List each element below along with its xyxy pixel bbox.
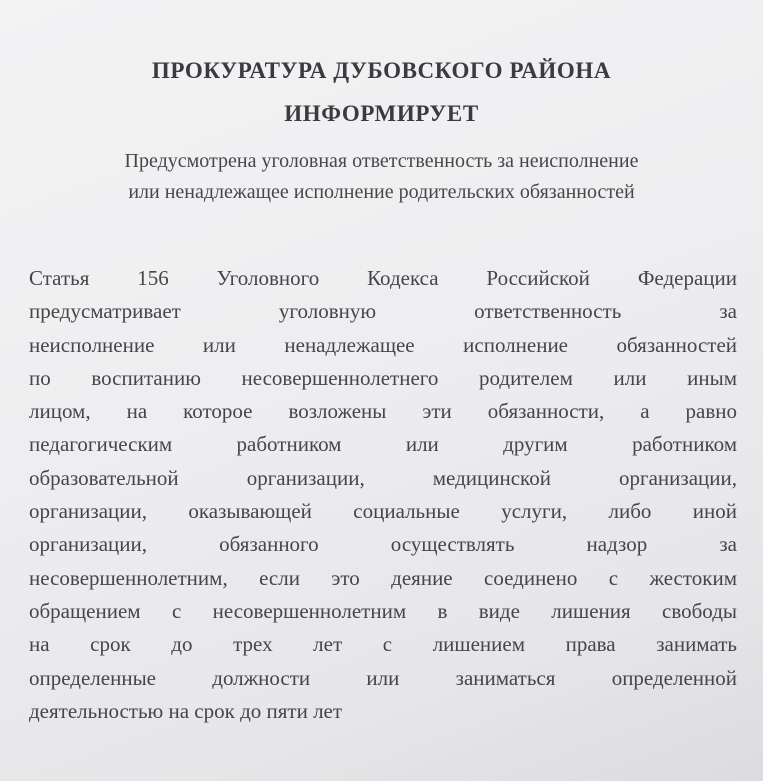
- paragraph-line: обращением с несовершеннолетним в виде лишения свободы: [29, 598, 737, 623]
- paragraph-line: Статья 156 Уголовного Кодекса Российской Федерации: [29, 266, 737, 290]
- subtitle-line-1: Предусмотрена уголовная ответственность за неисполнение: [124, 150, 639, 172]
- paragraph-line: лицом, на которое возложены эти обязанности, а равно: [29, 399, 737, 424]
- paragraph-line: образовательной организации, медицинской организации,: [29, 465, 737, 490]
- paragraph-line: организации, обязанного осуществлять надзор за: [29, 532, 737, 557]
- paragraph-line: несовершеннолетним, если это деяние соединено с жестоким: [29, 565, 737, 590]
- paragraph-line: неисполнение или ненадлежащее исполнение обязанностей: [29, 332, 737, 357]
- title-line-1: ПРОКУРАТУРА ДУБОВСКОГО РАЙОНА: [151, 58, 612, 83]
- paragraph-line: определенные должности или заниматься определенной: [29, 665, 737, 690]
- subtitle: [0, 146, 763, 208]
- paragraph-line: деятельностью на срок до пяти лет: [29, 698, 343, 723]
- article-paragraph: [29, 262, 737, 728]
- paragraph-line: предусматривает уголовную ответственность за: [29, 299, 737, 324]
- paragraph-line: педагогическим работником или другим работником: [29, 432, 737, 457]
- paragraph-line: на срок до трех лет с лишением права занимать: [29, 632, 737, 657]
- paragraph-line: организации, оказывающей социальные услуги, либо иной: [29, 499, 737, 524]
- paragraph-line: по воспитанию несовершеннолетнего родителем или иным: [29, 365, 737, 390]
- subtitle-line-2: или ненадлежащее исполнение родительских обязанностей: [128, 181, 635, 203]
- title-line-2: ИНФОРМИРУЕТ: [284, 101, 479, 126]
